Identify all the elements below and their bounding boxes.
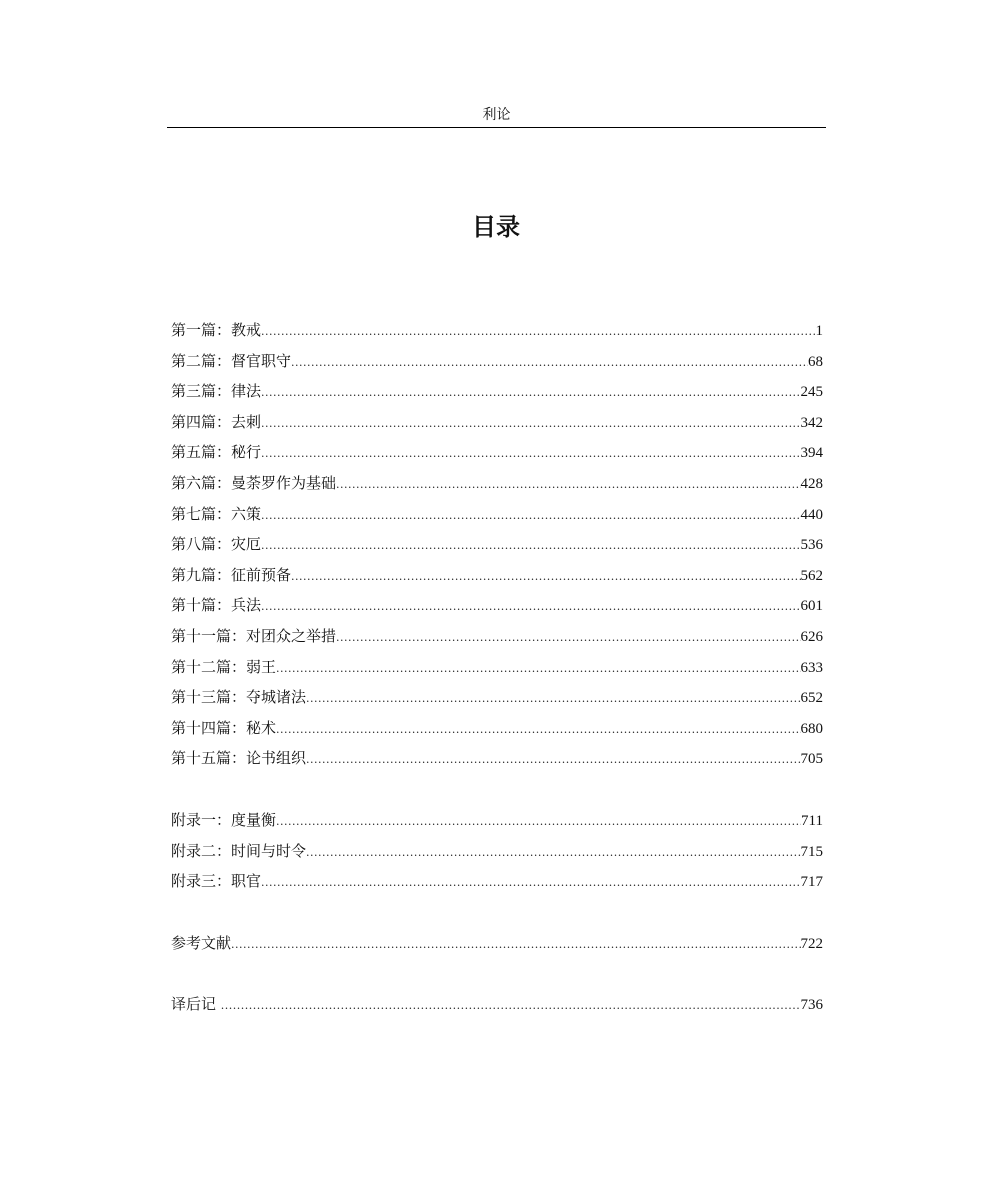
toc-leader-dots (261, 501, 800, 532)
toc-entry-page: 722 (800, 935, 823, 952)
toc-entry-page: 428 (800, 475, 823, 492)
toc-leader-dots (231, 930, 800, 961)
header-rule (167, 127, 826, 128)
toc-entry-label: 第十篇：兵法 (171, 596, 262, 615)
toc-entry-page: 626 (800, 628, 823, 645)
toc-entry-page: 536 (800, 537, 823, 554)
toc-entry[interactable] (171, 866, 823, 897)
toc-entry[interactable] (171, 682, 823, 713)
toc-entry-label: 第十五篇：论书组织 (171, 749, 307, 768)
toc-entry-page: 711 (801, 812, 823, 829)
toc-entry-label: 第六篇：曼荼罗作为基础 (171, 473, 337, 492)
table-of-contents (171, 315, 823, 1020)
toc-entry[interactable] (171, 376, 823, 407)
toc-entry-label: 第九篇：征前预备 (171, 565, 292, 584)
toc-entry-label: 第十一篇：对团众之举措 (171, 626, 337, 645)
toc-leader-dots (261, 592, 800, 623)
toc-leader-dots (261, 378, 800, 409)
toc-entry-page: 1 (815, 323, 823, 339)
toc-entry-page: 342 (800, 414, 823, 431)
toc-entry-page: 245 (800, 384, 823, 401)
toc-leader-dots (306, 745, 800, 776)
toc-entry-label: 第七篇：六策 (171, 504, 262, 523)
toc-entry[interactable] (171, 468, 823, 499)
toc-entry[interactable] (171, 346, 823, 377)
toc-entry-page: 440 (800, 506, 823, 523)
toc-entry-page: 736 (800, 997, 823, 1014)
toc-entry-page: 717 (800, 874, 823, 891)
toc-leader-dots (261, 531, 800, 562)
toc-entry-label: 附录二：时间与时令 (171, 841, 307, 860)
toc-entry[interactable] (171, 315, 823, 346)
toc-entry-page: 652 (800, 690, 823, 707)
toc-entry[interactable] (171, 836, 823, 867)
toc-leader-dots (276, 654, 800, 685)
toc-entry-label: 第四篇：去刺 (171, 412, 262, 431)
toc-entry-page: 633 (800, 659, 823, 676)
running-header: 利论 (482, 107, 511, 123)
toc-afterword-group (171, 989, 823, 1020)
toc-entry-label: 第五篇：秘行 (171, 443, 262, 462)
toc-entry-references[interactable] (171, 928, 823, 959)
toc-entry-label: 第三篇：律法 (171, 382, 262, 401)
toc-leader-dots (276, 715, 800, 746)
toc-entry[interactable] (171, 499, 823, 530)
page-title: 目录 (472, 213, 520, 241)
toc-chapters-group (171, 315, 823, 774)
toc-entry-label: 第二篇：督官职守 (171, 351, 292, 370)
toc-entry-page: 715 (800, 843, 823, 860)
toc-entry[interactable] (171, 805, 823, 836)
toc-entry[interactable] (171, 590, 823, 621)
toc-entry[interactable] (171, 560, 823, 591)
toc-leader-dots (261, 868, 800, 899)
toc-references-group (171, 928, 823, 959)
toc-entry-page: 394 (800, 445, 823, 462)
toc-entry[interactable] (171, 713, 823, 744)
toc-leader-dots (261, 317, 815, 348)
toc-entry[interactable] (171, 743, 823, 774)
toc-leader-dots (306, 684, 800, 715)
toc-entry-label: 参考文献 (171, 933, 232, 952)
toc-leader-dots (261, 439, 800, 470)
toc-entry-afterword[interactable] (171, 989, 823, 1020)
toc-appendices-group (171, 805, 823, 897)
toc-leader-dots (336, 623, 800, 654)
toc-entry[interactable] (171, 437, 823, 468)
toc-leader-dots (261, 409, 800, 440)
toc-entry-page: 705 (800, 751, 823, 768)
toc-entry[interactable] (171, 621, 823, 652)
toc-entry-page: 68 (808, 353, 823, 370)
toc-entry-page: 601 (800, 598, 823, 615)
toc-entry-page: 562 (800, 567, 823, 584)
toc-entry-label: 译后记 (171, 995, 221, 1014)
toc-entry[interactable] (171, 407, 823, 438)
toc-entry-label: 第十二篇：弱王 (171, 657, 277, 676)
toc-entry[interactable] (171, 652, 823, 683)
toc-entry-label: 第十三篇：夺城诸法 (171, 688, 307, 707)
toc-leader-dots (336, 470, 800, 501)
toc-entry-label: 第一篇：教戒 (171, 321, 262, 339)
toc-entry-label: 附录一：度量衡 (171, 810, 277, 829)
toc-leader-dots (291, 562, 800, 593)
toc-entry-label: 第八篇：灾厄 (171, 535, 262, 554)
toc-leader-dots (306, 838, 800, 869)
toc-entry-label: 附录三：职官 (171, 872, 262, 891)
toc-entry-label: 第十四篇：秘术 (171, 718, 277, 737)
toc-entry[interactable] (171, 529, 823, 560)
toc-leader-dots (291, 348, 808, 379)
toc-leader-dots (276, 807, 801, 838)
toc-entry-page: 680 (800, 720, 823, 737)
toc-leader-dots (221, 991, 801, 1022)
